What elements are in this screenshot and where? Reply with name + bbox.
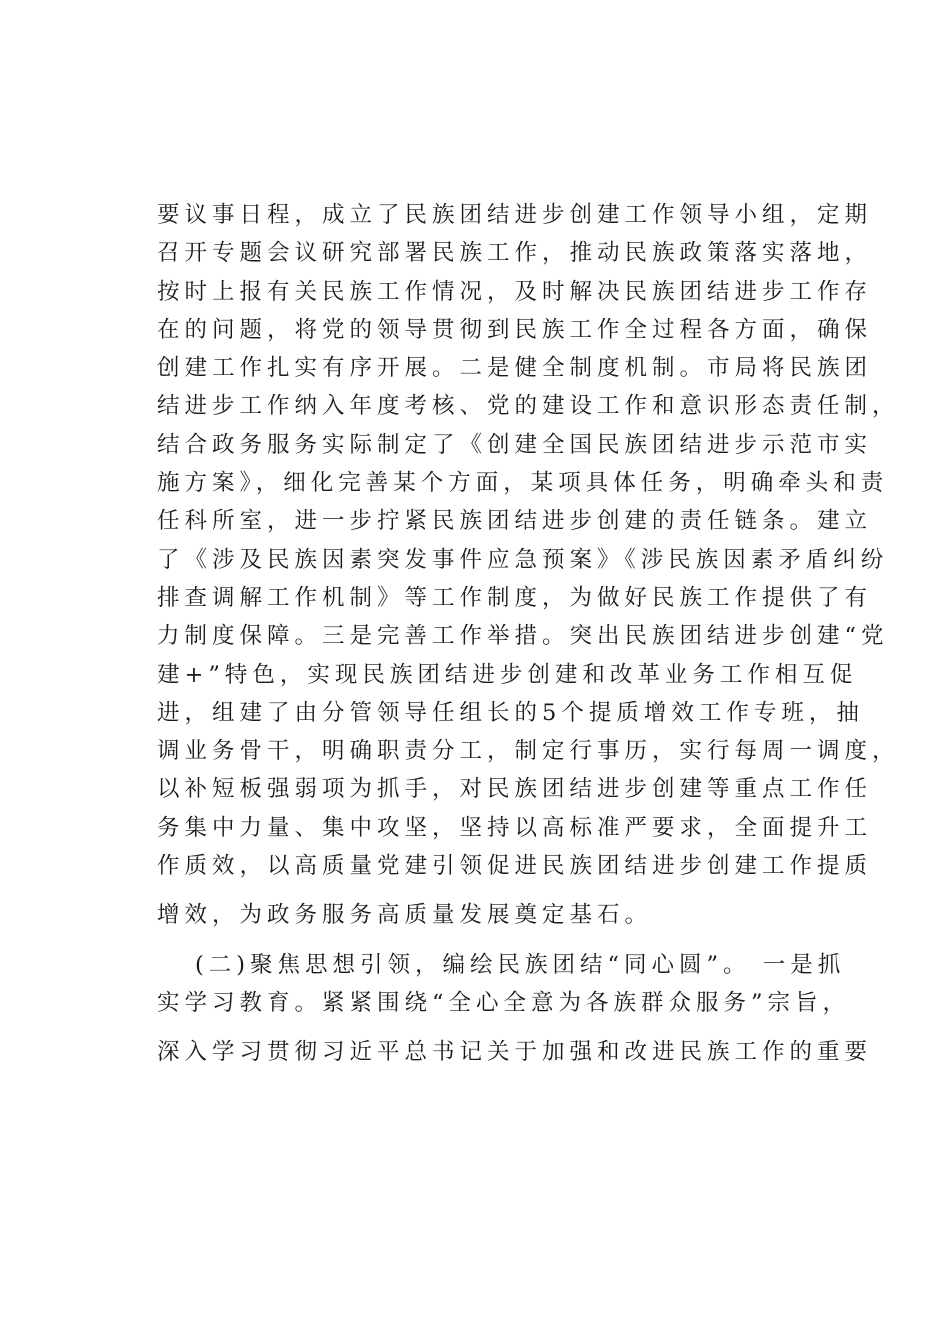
text-line: 施方案》，细化完善某个方面，某项具体任务，明确牵头和责: [157, 470, 889, 497]
text-line: 力制度保障。三是完善工作举措。突出民族团结进步创建“党: [157, 623, 889, 650]
text-line: 排查调解工作机制》等工作制度，为做好民族工作提供了有: [157, 584, 873, 611]
text-line: 创建工作扎实有序开展。二是健全制度机制。市局将民族团: [157, 355, 873, 382]
text-line: 实学习教育。紧紧围绕“全心全意为各族群众服务”宗旨，: [157, 989, 851, 1016]
text-line: 结进步工作纳入年度考核、党的建设工作和意识形态责任制，: [157, 393, 900, 420]
text-line: 增效，为政务服务高质量发展奠定基石。: [157, 902, 653, 929]
text-line: 任科所室，进一步拧紧民族团结进步创建的责任链条。建立: [157, 508, 873, 535]
section-heading-line: (二)聚焦思想引领，编绘民族团结“同心圆”。 一是抓: [195, 951, 846, 978]
text-line: 作质效，以高质量党建引领促进民族团结进步创建工作提质: [157, 853, 873, 880]
body-text: [157, 196, 900, 1072]
text-line: 了《涉及民族因素突发事件应急预案》《涉民族因素矛盾纠纷: [157, 546, 889, 573]
text-line: 召开专题会议研究部署民族工作，推动民族政策落实落地，: [157, 240, 873, 267]
text-line: 进，组建了由分管领导任组长的5个提质增效工作专班，抽: [157, 699, 864, 726]
text-line: 以补短板强弱项为抓手，对民族团结进步创建等重点工作任: [157, 776, 873, 803]
text-line: 在的问题，将党的领导贯彻到民族工作全过程各方面，确保: [157, 316, 873, 343]
text-line: 调业务骨干，明确职责分工，制定行事历，实行每周一调度，: [157, 738, 900, 765]
text-line: 按时上报有关民族工作情况，及时解决民族团结进步工作存: [157, 278, 873, 305]
text-line: 要议事日程，成立了民族团结进步创建工作领导小组，定期: [157, 202, 873, 228]
text-line: 务集中力量、集中攻坚，坚持以高标准严要求，全面提升工: [157, 814, 873, 841]
text-line: 建+”特色，实现民族团结进步创建和改革业务工作相互促: [157, 661, 858, 688]
text-line: 深入学习贯彻习近平总书记关于加强和改进民族工作的重要: [157, 1039, 873, 1066]
text-line: 结合政务服务实际制定了《创建全国民族团结进步示范市实: [157, 431, 873, 458]
